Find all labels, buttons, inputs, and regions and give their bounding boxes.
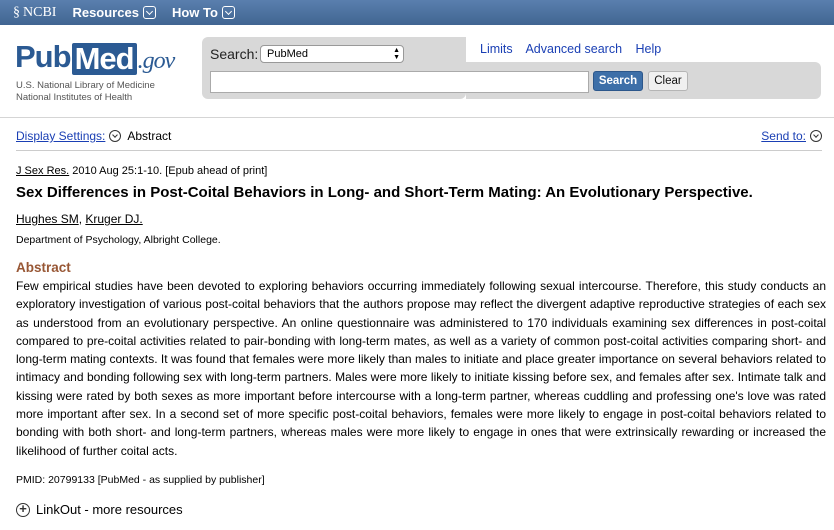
logo-pub: Pub [15,39,71,74]
abstract-heading: Abstract [16,260,71,275]
logo-gov: .gov [137,48,175,74]
abstract-text: Few empirical studies have been devoted to exploring behaviors occurring immediately following sexual intercourse. Therefore, this study conducts an exploratory investigation of various post-coital behaviors that the authors propose may reflect the divergent adaptive reproductive strategies of each sex as understood from an evolutionary perspective. An online questionnaire was administered to 170 individuals examining sex differences in post-coital compared to pre-coital activities related to pair-bonding with long-term mates, as well as a variety of common post-coital activities comparing short- and long-term mating contexts. It was found that females were more likely than males to initiate and place greater importance on several behaviors related to intimacy and bonding following sex with long-term partners. Males were more likely to initiate kissing before sex, and females after sex. Intimate talk and kissing were rated by both sexes as more important before intercourse with a long-term partner, whereas cuddling and professing one's love was rated more important after sex. In a second set of more specific post-coital behaviors, females were more likely to engage in post-coital behaviors related to bonding with both short- and long-term partners, whereas males were more likely to engage in ones that were extrinsically rewarding or increased the likelihood of further coital acts. [16,279,826,458]
nav-resources-label: Resources [72,5,139,20]
nav-resources[interactable] [72,5,155,20]
header-divider [0,117,834,118]
ncbi-logo-text: NCBI [23,4,57,20]
author-list: Hughes SM, Kruger DJ. [16,212,143,226]
search-links [480,42,671,56]
author-link[interactable]: Hughes SM [16,212,79,226]
nlm-credit [16,80,155,104]
display-format: Abstract [127,129,172,143]
help-link[interactable]: Help [635,42,662,56]
send-to-control [761,129,822,143]
nih-line: National Institutes of Health [16,92,133,103]
database-select-value: PubMed [267,48,308,60]
section-divider [16,150,822,151]
chevron-down-icon[interactable] [109,130,121,142]
search-label: Search: [210,46,259,62]
journal-link[interactable]: J Sex Res. [16,165,70,177]
citation-details: 2010 Aug 25:1-10. [Epub ahead of print] [69,165,268,177]
affiliation: Department of Psychology, Albright College. [16,234,221,246]
nav-how-to[interactable] [172,5,235,20]
advanced-search-link[interactable]: Advanced search [525,42,623,56]
nlm-line: U.S. National Library of Medicine [16,80,155,91]
logo-med: Med [72,43,137,75]
pmid: PMID: 20799133 [PubMed - as supplied by publisher] [16,474,265,486]
ncbi-logo[interactable] [13,5,56,21]
select-arrows-icon: ▲ ▼ [393,47,400,61]
database-select[interactable] [260,45,404,63]
clear-button[interactable]: Clear [648,71,688,91]
linkout-label: LinkOut - more resources [36,502,183,517]
display-settings-row [16,129,171,143]
dna-helix-icon: § [13,4,20,20]
nav-how-to-label: How To [171,5,218,20]
chevron-down-icon [222,6,235,19]
search-button[interactable]: Search [593,71,643,91]
send-to-link[interactable]: Send to: [761,129,806,143]
pubmed-logo[interactable] [15,39,174,75]
citation [16,165,267,177]
chevron-down-icon[interactable] [810,130,822,142]
pubmed-header [0,25,834,117]
chevron-down-icon [143,6,156,19]
article-title: Sex Differences in Post-Coital Behaviors in Long- and Short-Term Mating: An Evolutionary Perspective. [16,184,753,201]
linkout-toggle[interactable] [16,502,183,517]
expand-plus-icon: + [16,503,30,517]
search-input[interactable] [210,71,589,93]
display-settings-link[interactable]: Display Settings: [16,129,106,143]
limits-link[interactable]: Limits [480,42,513,56]
ncbi-top-bar [0,0,834,25]
author-link[interactable]: Kruger DJ. [85,212,143,226]
